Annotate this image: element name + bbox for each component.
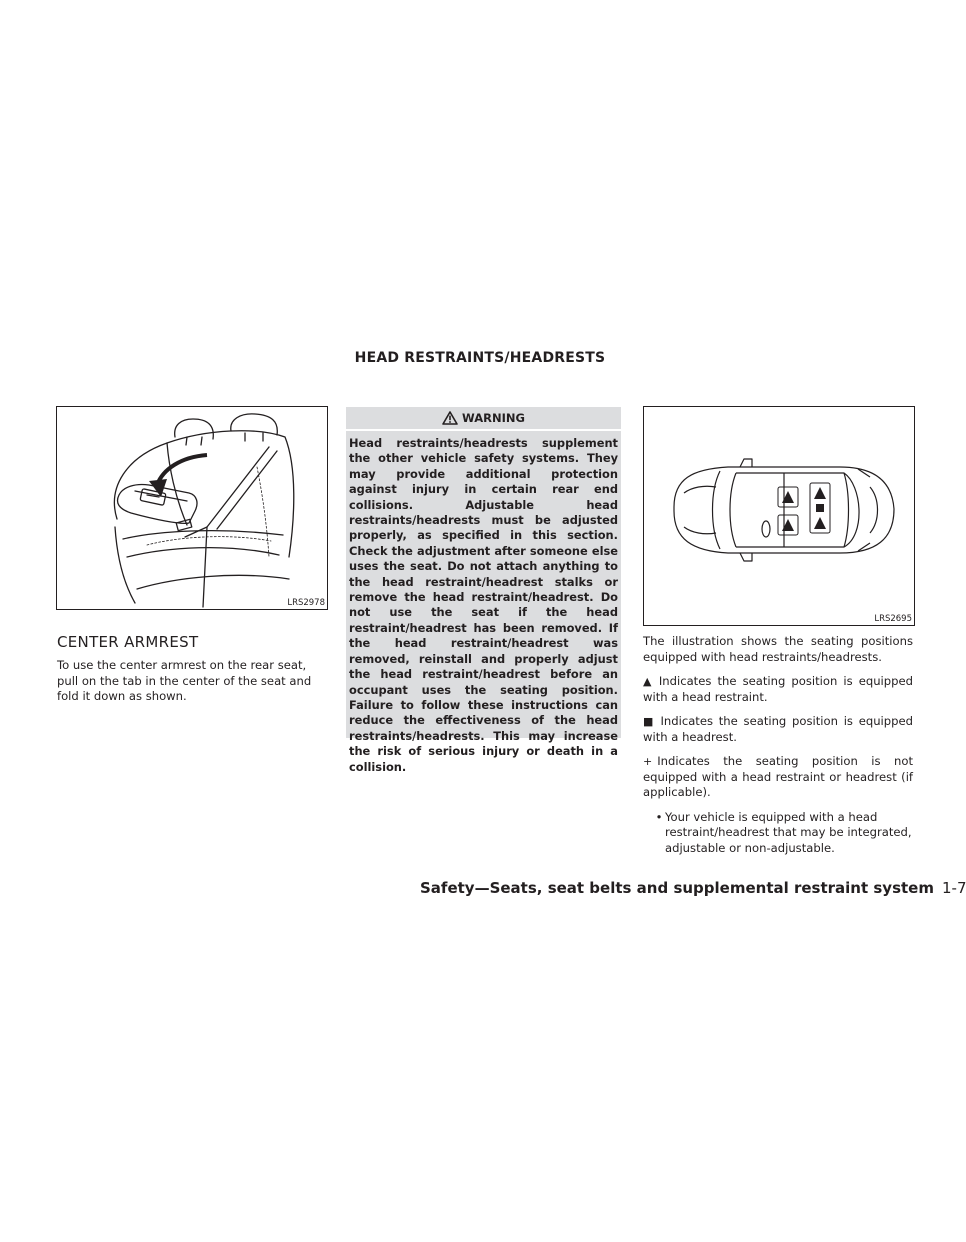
square-marker-icon: ■	[643, 715, 656, 728]
armrest-heading: CENTER ARMREST	[57, 633, 199, 651]
legend-item	[643, 674, 913, 705]
seating-positions-figure	[643, 406, 915, 626]
armrest-figure	[56, 406, 328, 610]
footer-title: Safety—Seats, seat belts and supplemental restraint system	[420, 879, 934, 897]
figure-code: LRS2978	[287, 598, 325, 608]
head-restraint-marker-rear-left	[814, 517, 826, 529]
vehicle-top-view-illustration	[644, 407, 914, 625]
page-number: 1-7	[941, 879, 966, 897]
bullet-icon: •	[655, 809, 663, 824]
warning-header	[346, 407, 621, 431]
legend-text: Indicates the seating position is equipped with a headrest.	[643, 714, 913, 744]
seat-markers	[782, 487, 826, 531]
legend-item	[643, 714, 913, 745]
bullet-text: Your vehicle is equipped with a head restraint/headrest that may be integrated, adjustable or non-adjustable.	[665, 809, 912, 855]
warning-box	[346, 407, 621, 774]
headrest-marker-rear-center	[816, 504, 824, 512]
list-item	[643, 810, 913, 857]
warning-triangle-icon	[442, 411, 458, 425]
legend-item	[643, 754, 913, 801]
legend-text: Indicates the seating position is not equipped with a head restraint or headrest (if applicable).	[643, 754, 913, 799]
rear-seat-illustration	[57, 407, 327, 609]
illustration-intro: The illustration shows the seating positions equipped with head restraints/headrests.	[643, 634, 913, 664]
head-restraint-marker-rear-right	[814, 487, 826, 499]
armrest-text: To use the center armrest on the rear seat, pull on the tab in the center of the seat and fold it down as shown.	[57, 658, 312, 703]
legend-text: Indicates the seating position is equipped with a head restraint.	[643, 674, 913, 704]
warning-text: Head restraints/headrests supplement the other vehicle safety systems. They may provide additional protection against injury in certain rear end collisions. Adjustable head restraints/headrests must be adjusted properly, as specified in this section. Check the adjustment after someone else uses the seat. Do not attach anything to the head restraint/headrest stalks or remove the head restraint/headrest. Do not use the seat if the head restraint/headrest has been removed. If the head restraint/headrest was removed, reinstall and properly adjust the head restraint/headrest before an occupant uses the seating position. Failure to follow these instructions can reduce the effectiveness of the head restraints/headrests. This may increase the risk of serious injury or death in a collision.	[349, 436, 618, 774]
page-footer	[420, 879, 966, 897]
plus-marker-icon: +	[643, 755, 653, 768]
illustration-explanation	[643, 634, 913, 856]
warning-title: WARNING	[462, 411, 525, 425]
figure-code: LRS2695	[874, 614, 912, 624]
section-header: HEAD RESTRAINTS/HEADRESTS	[354, 350, 606, 366]
triangle-marker-icon: ▲	[643, 675, 654, 688]
